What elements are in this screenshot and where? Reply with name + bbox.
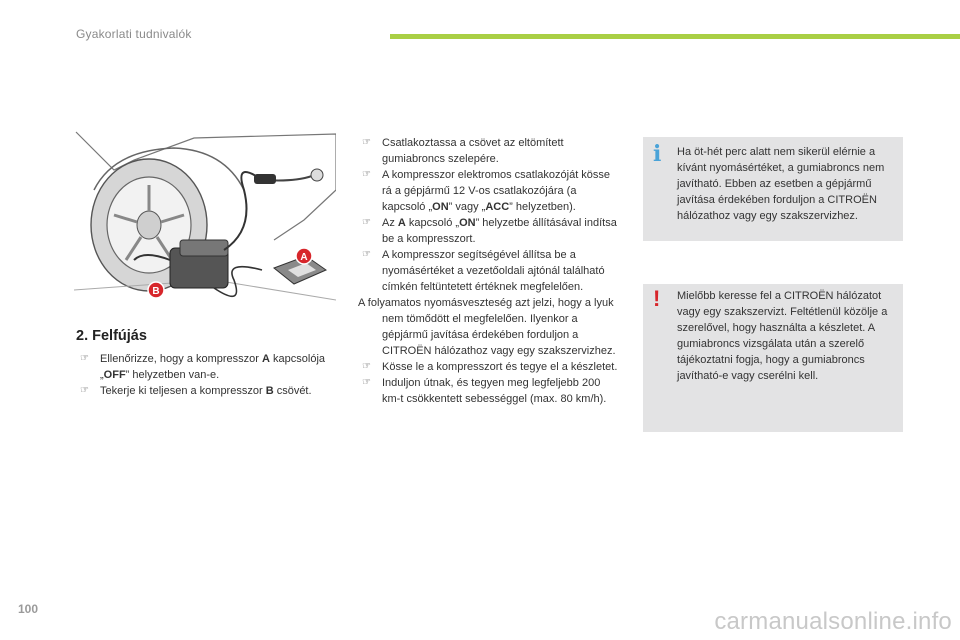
info-icon: i [653, 141, 662, 167]
list-item-text: Tekerje ki teljesen a kompresszor [100, 385, 266, 397]
list-item-key: OFF [103, 369, 126, 381]
list-item [358, 167, 620, 215]
list-item [358, 247, 620, 295]
list-item-text: Az [382, 217, 398, 229]
list-item-key: A [397, 217, 406, 229]
list-item-text: kapcsoló „ [405, 217, 460, 229]
list-item [76, 383, 338, 399]
bullet-icon: ☞ [362, 169, 371, 180]
bullet-icon: ☞ [80, 385, 89, 396]
left-instruction-list [76, 351, 338, 399]
page-number: 100 [18, 602, 39, 616]
list-item-key: A [262, 353, 270, 365]
bullet-icon: ☞ [362, 361, 371, 372]
list-item-text: ” helyzetbe állításával indítsa be a kompresszort. [382, 217, 617, 245]
list-item [358, 135, 620, 167]
bullet-icon: ☞ [362, 217, 371, 228]
list-item-key: ACC [485, 201, 510, 213]
list-item-text: A kompresszor segítségével állítsa be a nyomásértéket a vezetőoldali ajtónál található címkén feltüntetett értéknek megfelelően. [382, 249, 605, 293]
list-item-text: Ellenőrizze, hogy a kompresszor [100, 353, 263, 365]
label-b: B [152, 286, 160, 297]
middle-instruction-list [358, 135, 620, 407]
list-item-text: ” helyzetben). [509, 201, 576, 213]
warning-icon: ! [653, 286, 661, 311]
info-box [643, 137, 903, 241]
list-item [358, 215, 620, 247]
bullet-icon: ☞ [362, 377, 371, 388]
warning-box [643, 284, 903, 432]
warning-box-text: Mielőbb keresse fel a CITROËN hálózatot vagy egy szakszervizt. Feltétlenül közölje a szerelővel, hogy használta a készletet. A gumiabroncs vizsgálata után a szerelő tájékoztatni fogja, hogy a gumiabroncs javítható-e vagy cserélni kell. [677, 290, 888, 382]
label-a: A [300, 252, 308, 263]
list-item [358, 295, 620, 359]
list-item-key: ON [432, 201, 449, 213]
list-item-key: ON [459, 217, 476, 229]
compressor-illustration [74, 130, 336, 312]
list-item-text: A kompresszor elektromos csatlakozóját kösse rá a gépjármű 12 V-os csatlakozójára (a kapcsoló „ [382, 169, 611, 213]
list-item-text: Kösse le a kompresszort és tegye el a készletet. [382, 361, 618, 373]
list-item-text: Csatlakoztassa a csövet az eltömített gumiabroncs szelepére. [382, 137, 564, 165]
bullet-icon: ☞ [362, 137, 371, 148]
bullet-icon: ☞ [80, 353, 89, 364]
list-item [358, 375, 620, 407]
header-accent-bar [390, 34, 960, 39]
list-item-text: ” helyzetben van-e. [125, 369, 220, 381]
list-item-text: A folyamatos nyomásveszteség azt jelzi, hogy a lyuk nem tömődött el megfelelően. Ilyenkor a gépjármű javítása érdekében forduljon a CITROËN hálózathoz vagy egy szakszervizhez. [358, 297, 616, 357]
list-item [358, 359, 620, 375]
list-item-text: ” vagy „ [448, 201, 486, 213]
list-item-text: Induljon útnak, és tegyen meg legfeljebb 200 km-t csökkentett sebességgel (max. 80 km/h). [382, 377, 607, 405]
section-title: 2. Felfújás [76, 328, 147, 344]
bullet-icon: ☞ [362, 249, 371, 260]
list-item-text: kapcsolója „ [100, 353, 326, 381]
info-box-text: Ha öt-hét perc alatt nem sikerül elérnie a kívánt nyomásértéket, a gumiabroncs nem javítható. Ebben az esetben a gépjármű javítása érdekében forduljon a CITROËN hálózathoz vagy egy szakszervizhez. [677, 146, 885, 222]
page-header-title: Gyakorlati tudnivalók [76, 27, 192, 41]
list-item-key: B [265, 385, 274, 397]
list-item [76, 351, 338, 383]
list-item-text: csövét. [273, 385, 312, 397]
watermark: carmanualsonline.info [714, 608, 952, 635]
